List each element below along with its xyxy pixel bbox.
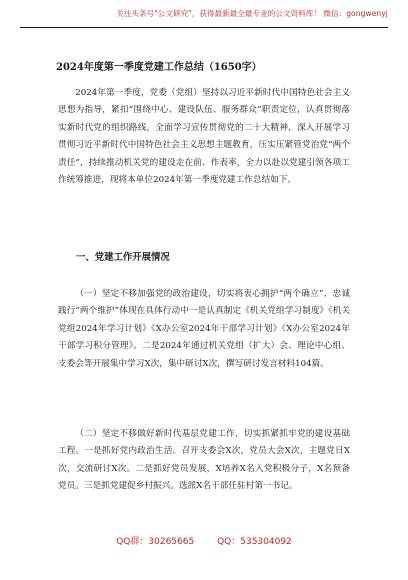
footer-qq-group: QQ群：30265665 [116, 537, 195, 547]
document-title: 2024年度第一季度党建工作总结（1650字） [56, 62, 262, 73]
intro-paragraph: 2024年第一季度，党委（党组）坚持以习近平新时代中国特色社会主义思想为指导，紧扣“围绕中心、建设队伍、服务群众”职责定位，认真贯彻落实新时代党的组织路线，全面学习宣传贯彻党的二十大精神，深入开展学习贯彻习近平新时代中国特色社会主义思想主题教育，压实压紧管党治党“两个责任”，持续推动机关党的建设走在前、作表率，全力以赴以党建引领各项工作统筹推进，现将本单位2024年第一季度党建工作总结如下。 [58, 88, 350, 186]
footer-qq: QQ：535304092 [217, 537, 292, 547]
paragraph-political-building: （一）坚定不移加强党的政治建设，切实将衷心拥护“两个确立”、忠诚践行“两个维护”体现在具体行动中一是认真制定《机关党组学习制度》《机关党组2024年学习计划》《X办公室2024年干部学习计划》《X办公室2024年干部学习积分管理》。二是2024年通过机关党组（扩大）会、理论中心组、支委会等开展集中学习X次，集中研讨X次，撰写研讨发言材料104篇。 [58, 289, 350, 369]
paragraph-grassroots-building: （二）坚定不移做好新时代基层党建工作，切实抓紧抓牢党的建设基础工程。一是抓好党内政治生活。召开支委会X次，党员大会X次，主题党日X次，交流研讨X次。二是抓好党员发展，X培养X名入党积极分子，X名预备党员。三是抓党建促乡村振兴。选派X名干部任驻村第一书记。 [58, 429, 350, 492]
footer-contact [0, 534, 408, 547]
section-heading: 一、党建工作开展情况 [76, 252, 170, 263]
header-banner: 关注头条号"公文研究"，获得最新最全最专业的公文资料库！ 微信：gongwenyj [116, 9, 388, 18]
header-divider [20, 27, 388, 28]
